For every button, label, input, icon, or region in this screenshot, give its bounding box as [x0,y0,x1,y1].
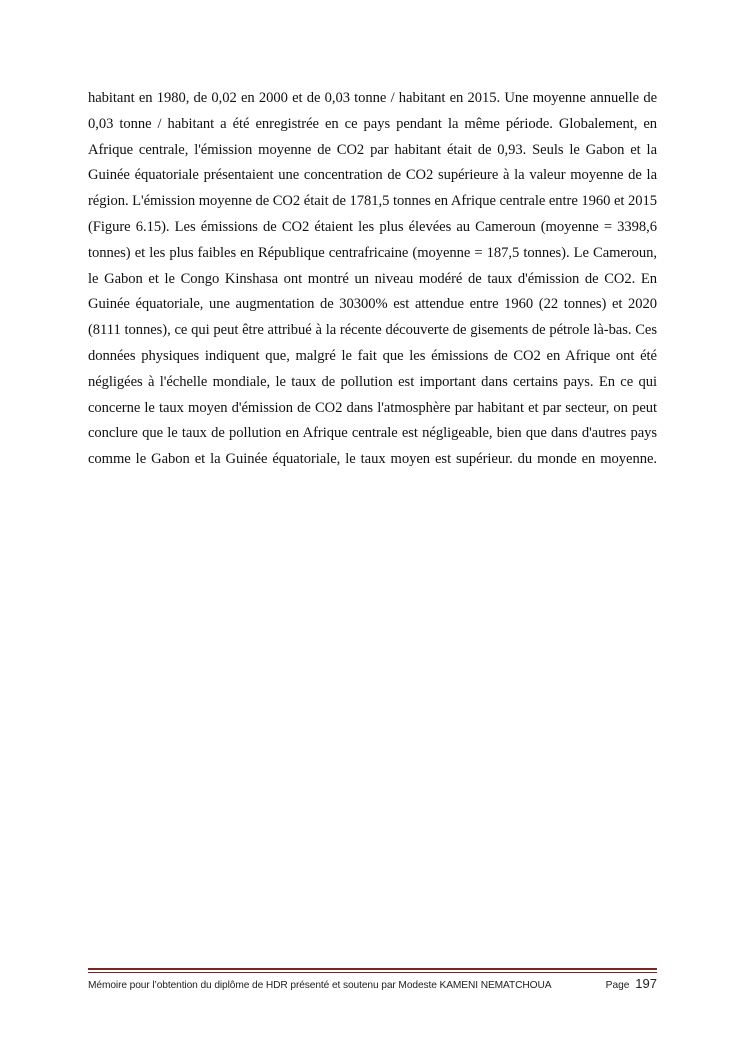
page-footer [88,976,657,991]
body-paragraph: habitant en 1980, de 0,02 en 2000 et de 0,03 tonne / habitant en 2015. Une moyenne annuelle de 0,03 tonne / habitant a été enregistrée en ce pays pendant la même période. Globalement, en Afrique centrale, l'émission moyenne de CO2 par habitant était de 0,93. Seuls le Gabon et la Guinée équatoriale présentaient une concentration de CO2 supérieure à la valeur moyenne de la région. L'émission moyenne de CO2 était de 1781,5 tonnes en Afrique centrale entre 1960 et 2015 (Figure 6.15). Les émissions de CO2 étaient les plus élevées au Cameroun (moyenne = 3398,6 tonnes) et les plus faibles en République centrafricaine (moyenne = 187,5 tonnes). Le Cameroun, le Gabon et le Congo Kinshasa ont montré un niveau modéré de taux d'émission de CO2. En Guinée équatoriale, une augmentation de 30300% est attendue entre 1960 (22 tonnes) et 2020 (8111 tonnes), ce qui peut être attribué à la récente découverte de gisements de pétrole là-bas. Ces données physiques indiquent que, malgré le fait que les émissions de CO2 en Afrique ont été négligées à l'échelle mondiale, le taux de pollution est important dans certains pays. En ce qui concerne le taux moyen d'émission de CO2 dans l'atmosphère par habitant et par secteur, on peut conclure que le taux de pollution en Afrique centrale est négligeable, bien que dans d'autres pays comme le Gabon et la Guinée équatoriale, le taux moyen est supérieur. du monde en moyenne. [88,90,657,468]
footer-rule-thick [88,968,657,970]
page-number: 197 [635,976,657,991]
page-indicator [606,976,657,991]
footer-rule-thin [88,972,657,973]
page-label: Page [605,980,630,991]
footer-text: Mémoire pour l’obtention du diplôme de HDR présenté et soutenu par Modeste KAMENI NEMATCHOUA [88,980,552,991]
